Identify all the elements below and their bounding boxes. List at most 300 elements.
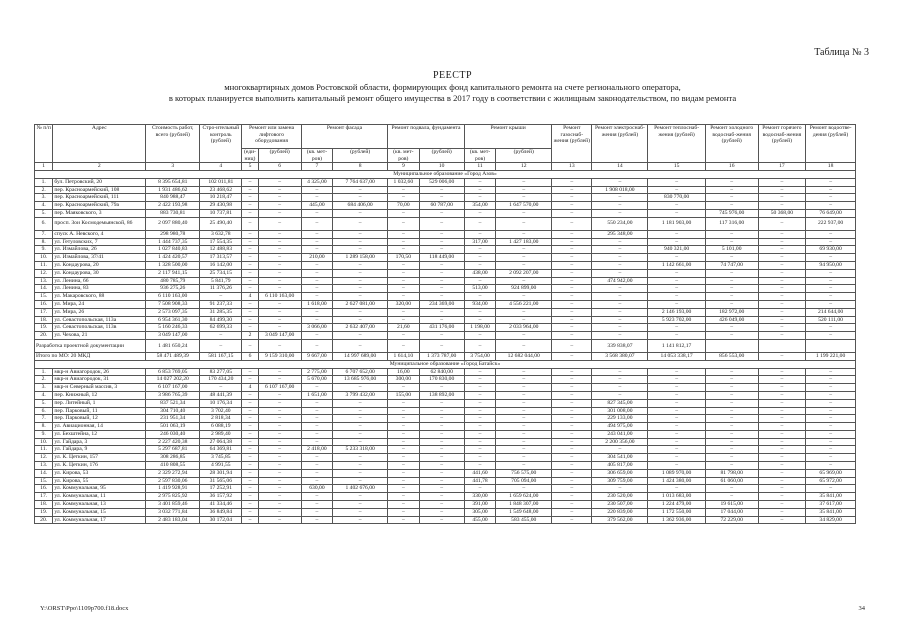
table-row: [35, 246, 856, 254]
table-cell: –: [419, 316, 464, 324]
table-cell: 20.: [35, 516, 53, 524]
table-cell: –: [496, 230, 552, 238]
table-cell: –: [258, 194, 301, 202]
table-cell: –: [758, 186, 806, 194]
table-cell: –: [242, 477, 258, 485]
table-cell: –: [464, 186, 495, 194]
table-cell: 11.: [35, 446, 53, 454]
table-cell: –: [242, 246, 258, 254]
table-cell: –: [333, 430, 388, 438]
table-cell: –: [301, 399, 332, 407]
table-cell: 6 107 167,00: [258, 384, 301, 392]
table-cell: 1 427 183,00: [496, 238, 552, 246]
table-cell: –: [496, 254, 552, 262]
table-cell: –: [758, 230, 806, 238]
table-cell: –: [301, 209, 332, 217]
table-cell: –: [301, 261, 332, 269]
table-cell: ул. Севастопольская, 113а: [53, 316, 146, 324]
table-cell: 37 617,00: [806, 501, 856, 509]
table-cell: [705, 339, 758, 352]
table-cell: –: [242, 316, 258, 324]
table-cell: –: [758, 508, 806, 516]
table-cell: ул. Коммунальная, 17: [53, 516, 146, 524]
table-cell: –: [258, 308, 301, 316]
table-cell: –: [648, 391, 705, 399]
table-cell: –: [258, 407, 301, 415]
table-cell: 72 229,00: [705, 516, 758, 524]
table-cell: пер. Литейный, 1: [53, 399, 146, 407]
table-cell: –: [758, 391, 806, 399]
table-cell: 234 369,00: [419, 300, 464, 308]
table-cell: 1 402 676,00: [333, 485, 388, 493]
table-cell: –: [552, 516, 592, 524]
table-cell: –: [333, 332, 388, 340]
table-cell: –: [705, 407, 758, 415]
table-number: Таблица № 3: [814, 47, 869, 58]
table-cell: –: [242, 324, 258, 332]
table-cell: –: [301, 477, 332, 485]
table-cell: –: [758, 384, 806, 392]
table-cell: 2 627 081,00: [333, 300, 388, 308]
table-cell: –: [758, 415, 806, 423]
table-cell: Разработка проектной документации: [35, 339, 146, 352]
table-cell: 243 041,00: [592, 430, 648, 438]
table-cell: –: [496, 423, 552, 431]
table-cell: –: [333, 508, 388, 516]
table-cell: –: [705, 438, 758, 446]
table-cell: –: [258, 454, 301, 462]
table-cell: 16.: [35, 300, 53, 308]
table-cell: –: [301, 316, 332, 324]
table-cell: –: [552, 399, 592, 407]
table-cell: 3 032 771,84: [146, 508, 200, 516]
table-cell: –: [242, 269, 258, 277]
table-row: [35, 368, 856, 376]
table-cell: 441,78: [464, 477, 495, 485]
table-cell: 30 172,04: [200, 516, 242, 524]
table-cell: 16: [705, 163, 758, 171]
table-cell: –: [333, 285, 388, 293]
table-cell: –: [242, 209, 258, 217]
table-cell: –: [592, 324, 648, 332]
header-facade-group: Ремонт фасада: [301, 125, 387, 149]
table-cell: 1.: [35, 178, 53, 186]
table-cell: 1 908 018,00: [592, 186, 648, 194]
table-cell: –: [258, 230, 301, 238]
table-cell: ул. Мира, 24: [53, 300, 146, 308]
table-cell: 10 737,81: [200, 209, 242, 217]
table-cell: –: [758, 316, 806, 324]
table-row: [35, 384, 856, 392]
table-cell: 2 597 830,06: [146, 477, 200, 485]
table-cell: 4 325,00: [301, 178, 332, 186]
table-cell: –: [242, 415, 258, 423]
table-cell: ул. Коммунальная, 15: [53, 508, 146, 516]
table-cell: 330,00: [464, 493, 495, 501]
table-cell: [758, 339, 806, 352]
table-cell: 9.: [35, 430, 53, 438]
table-cell: –: [258, 469, 301, 477]
table-cell: –: [705, 293, 758, 301]
table-cell: 7.: [35, 415, 53, 423]
table-cell: 2 146 193,00: [648, 308, 705, 316]
table-cell: 14.: [35, 285, 53, 293]
table-cell: –: [388, 261, 419, 269]
table-cell: –: [333, 246, 388, 254]
table-cell: 306 659,00: [592, 469, 648, 477]
table-cell: 19.: [35, 324, 53, 332]
table-cell: –: [258, 246, 301, 254]
table-cell: 1 172 550,00: [648, 508, 705, 516]
table-cell: 309 759,00: [592, 477, 648, 485]
table-cell: 513,00: [464, 285, 495, 293]
table-cell: –: [333, 493, 388, 501]
table-cell: –: [705, 324, 758, 332]
table-cell: –: [592, 246, 648, 254]
table-cell: –: [758, 376, 806, 384]
table-cell: 6: [242, 352, 258, 360]
table-cell: –: [592, 194, 648, 202]
table-cell: –: [552, 202, 592, 210]
table-cell: 11: [464, 163, 495, 171]
table-cell: –: [705, 238, 758, 246]
table-cell: –: [419, 277, 464, 285]
page-number: 34: [858, 605, 865, 612]
table-cell: –: [419, 477, 464, 485]
table-cell: 1 013 683,00: [648, 493, 705, 501]
table-cell: 581 167,15: [200, 352, 242, 360]
table-cell: –: [301, 194, 332, 202]
table-cell: ул. Коммунальная, 95: [53, 485, 146, 493]
table-cell: –: [758, 438, 806, 446]
table-cell: –: [552, 438, 592, 446]
table-cell: –: [806, 269, 856, 277]
table-cell: 19 615,00: [705, 501, 758, 509]
table-cell: –: [258, 391, 301, 399]
table-cell: 17 313,57: [200, 254, 242, 262]
table-cell: –: [388, 469, 419, 477]
table-cell: –: [592, 178, 648, 186]
table-cell: 2 818,34: [200, 415, 242, 423]
table-cell: –: [388, 462, 419, 470]
table-cell: –: [758, 399, 806, 407]
table-cell: –: [552, 368, 592, 376]
table-row: [35, 269, 856, 277]
table-cell: 2: [242, 332, 258, 340]
table-cell: 17.: [35, 308, 53, 316]
table-cell: –: [242, 202, 258, 210]
table-cell: 3 986 765,39: [146, 391, 200, 399]
table-cell: –: [419, 462, 464, 470]
table-cell: 2 329 272,94: [146, 469, 200, 477]
table-cell: –: [552, 269, 592, 277]
table-cell: 3 401 859,46: [146, 501, 200, 509]
table-row: [35, 485, 856, 493]
table-cell: –: [758, 308, 806, 316]
table-cell: –: [464, 217, 495, 230]
table-cell: –: [333, 186, 388, 194]
table-cell: 1 419 928,91: [146, 485, 200, 493]
table-cell: –: [552, 485, 592, 493]
table-cell: –: [242, 238, 258, 246]
table-cell: 7: [301, 163, 332, 171]
table-cell: –: [258, 178, 301, 186]
table-cell: 2 632 407,00: [333, 324, 388, 332]
table-row: [35, 285, 856, 293]
table-cell: –: [806, 230, 856, 238]
table-cell: –: [258, 339, 301, 352]
table-cell: –: [464, 332, 495, 340]
document-titles: [0, 70, 905, 103]
table-cell: –: [806, 368, 856, 376]
table-cell: мкр-н Авиагородок, 26: [53, 368, 146, 376]
table-cell: –: [648, 300, 705, 308]
table-cell: 102 011,81: [200, 178, 242, 186]
table-cell: 222 937,00: [806, 217, 856, 230]
table-cell: –: [552, 324, 592, 332]
table-cell: –: [806, 399, 856, 407]
table-cell: 8 395 654,81: [146, 178, 200, 186]
table-row: [35, 446, 856, 454]
table-cell: –: [648, 209, 705, 217]
table-cell: –: [242, 368, 258, 376]
table-cell: –: [301, 454, 332, 462]
table-cell: –: [496, 339, 552, 352]
table-cell: ул. Коммунальная, 13: [53, 501, 146, 509]
table-cell: 501 063,19: [146, 423, 200, 431]
table-cell: 65 972,00: [806, 477, 856, 485]
table-cell: 118 449,00: [419, 254, 464, 262]
table-cell: 5 297 687,81: [146, 446, 200, 454]
table-cell: 60 787,00: [419, 202, 464, 210]
section-title-row: [35, 360, 856, 368]
section-title: Муниципальное образование «Город Батайск»: [35, 360, 856, 368]
table-cell: –: [758, 446, 806, 454]
table-row: [35, 308, 856, 316]
table-cell: –: [258, 501, 301, 509]
table-cell: –: [388, 446, 419, 454]
table-cell: –: [648, 238, 705, 246]
table-cell: –: [388, 508, 419, 516]
table-cell: –: [496, 277, 552, 285]
table-cell: 34 829,00: [806, 516, 856, 524]
table-cell: 295 348,00: [592, 230, 648, 238]
table-cell: мкр-н Авиагородок, 31: [53, 376, 146, 384]
table-cell: ул. Измайлова, 37/41: [53, 254, 146, 262]
table-cell: 10 218,47: [200, 194, 242, 202]
table-cell: –: [806, 391, 856, 399]
table-row: [35, 277, 856, 285]
header-cold: Ремонт холодного водоснаб-жения (рублей): [705, 125, 758, 163]
table-cell: –: [552, 308, 592, 316]
table-cell: 1 424 420,57: [146, 254, 200, 262]
table-cell: –: [464, 407, 495, 415]
table-cell: –: [388, 246, 419, 254]
table-cell: пер. Красноармейский, 111: [53, 194, 146, 202]
table-cell: –: [806, 376, 856, 384]
table-cell: –: [758, 430, 806, 438]
table-row: [35, 508, 856, 516]
table-cell: –: [301, 501, 332, 509]
table-cell: –: [333, 277, 388, 285]
table-cell: 10 176,34: [200, 399, 242, 407]
table-cell: –: [419, 339, 464, 352]
table-cell: 16,00: [388, 368, 419, 376]
table-cell: –: [552, 277, 592, 285]
table-cell: 210,00: [301, 254, 332, 262]
table-cell: –: [705, 332, 758, 340]
table-cell: 1 931 486,62: [146, 186, 200, 194]
table-cell: –: [758, 202, 806, 210]
table-cell: –: [648, 277, 705, 285]
table-cell: –: [333, 516, 388, 524]
table-row: [35, 501, 856, 509]
table-cell: 14 997 689,00: [333, 352, 388, 360]
table-cell: 1 373 787,00: [419, 352, 464, 360]
table-cell: –: [464, 376, 495, 384]
table-cell: –: [388, 209, 419, 217]
table-cell: –: [496, 316, 552, 324]
table-cell: –: [496, 446, 552, 454]
table-cell: –: [552, 430, 592, 438]
table-cell: –: [705, 454, 758, 462]
table-cell: 70,00: [388, 202, 419, 210]
table-cell: –: [419, 438, 464, 446]
table-cell: –: [758, 423, 806, 431]
table-cell: 214 644,00: [806, 308, 856, 316]
table-row: [35, 186, 856, 194]
table-row: [35, 178, 856, 186]
header-lift-group: Ремонт или замена лифтового оборудования: [242, 125, 301, 149]
table-cell: –: [242, 438, 258, 446]
table-cell: –: [806, 324, 856, 332]
table-cell: –: [552, 316, 592, 324]
table-cell: 924 899,00: [496, 285, 552, 293]
section-title: Муниципальное образование «Город Азов»: [35, 170, 856, 178]
table-cell: –: [705, 399, 758, 407]
table-cell: –: [388, 194, 419, 202]
table-cell: 3 049 147,00: [258, 332, 301, 340]
table-cell: 3.: [35, 384, 53, 392]
table-cell: 1 444 737,35: [146, 238, 200, 246]
table-cell: –: [388, 415, 419, 423]
table-cell: –: [333, 269, 388, 277]
table-cell: 6: [258, 163, 301, 171]
table-cell: –: [758, 293, 806, 301]
table-cell: ул. Мира, 26: [53, 308, 146, 316]
table-cell: 15: [648, 163, 705, 171]
table-cell: 4: [242, 293, 258, 301]
table-row: [35, 454, 856, 462]
table-cell: –: [242, 277, 258, 285]
table-cell: –: [464, 430, 495, 438]
table-cell: 3 745,85: [200, 454, 242, 462]
table-cell: 2.: [35, 376, 53, 384]
table-cell: –: [258, 209, 301, 217]
table-cell: –: [242, 430, 258, 438]
table-cell: 10.: [35, 254, 53, 262]
table-cell: –: [388, 485, 419, 493]
table-cell: 9 159 310,00: [258, 352, 301, 360]
table-cell: –: [496, 368, 552, 376]
table-cell: 445,00: [301, 202, 332, 210]
table-cell: 6 110 163,00: [258, 293, 301, 301]
table-cell: 170 434,20: [200, 376, 242, 384]
table-cell: –: [301, 230, 332, 238]
header-roof-rub: (рублей): [496, 149, 552, 163]
table-cell: 9 667,00: [301, 352, 332, 360]
table-cell: –: [200, 332, 242, 340]
table-cell: –: [648, 269, 705, 277]
table-cell: –: [592, 332, 648, 340]
table-cell: –: [419, 285, 464, 293]
table-cell: –: [301, 415, 332, 423]
table-cell: –: [496, 454, 552, 462]
table-cell: –: [758, 493, 806, 501]
table-cell: 29 430,98: [200, 202, 242, 210]
table-cell: 1 032,60: [388, 178, 419, 186]
table-cell: –: [552, 477, 592, 485]
table-cell: 2 227 420,38: [146, 438, 200, 446]
table-cell: 1 181 903,00: [648, 217, 705, 230]
table-cell: 8: [333, 163, 388, 171]
table-cell: –: [705, 493, 758, 501]
table-cell: –: [258, 438, 301, 446]
table-cell: –: [388, 493, 419, 501]
table-cell: мкр-н Северный массив, 3: [53, 384, 146, 392]
total-row: [35, 352, 856, 360]
table-cell: –: [419, 454, 464, 462]
table-cell: 5 923 702,00: [648, 316, 705, 324]
table-cell: 5 841,79: [200, 277, 242, 285]
table-cell: –: [496, 194, 552, 202]
table-cell: –: [333, 261, 388, 269]
table-cell: –: [333, 462, 388, 470]
table-cell: –: [552, 339, 592, 352]
table-cell: –: [648, 407, 705, 415]
table-cell: –: [464, 293, 495, 301]
table-cell: –: [333, 238, 388, 246]
table-cell: –: [552, 462, 592, 470]
table-cell: –: [388, 308, 419, 316]
table-cell: –: [388, 316, 419, 324]
table-cell: 2 573 097,35: [146, 308, 200, 316]
table-cell: –: [648, 368, 705, 376]
table-cell: 12.: [35, 269, 53, 277]
table-cell: –: [758, 246, 806, 254]
table-cell: –: [648, 324, 705, 332]
table-cell: –: [301, 430, 332, 438]
table-cell: –: [705, 415, 758, 423]
table-cell: –: [258, 277, 301, 285]
table-cell: 426 049,00: [705, 316, 758, 324]
table-cell: 81 798,00: [705, 469, 758, 477]
table-cell: –: [464, 391, 495, 399]
table-row: [35, 376, 856, 384]
table-cell: –: [705, 376, 758, 384]
table-cell: 5.: [35, 399, 53, 407]
table-cell: –: [648, 415, 705, 423]
table-cell: –: [419, 446, 464, 454]
document-title: РЕЕСТР: [432, 70, 473, 81]
table-cell: –: [258, 316, 301, 324]
table-cell: 379 562,00: [592, 516, 648, 524]
table-cell: –: [258, 202, 301, 210]
table-cell: –: [806, 285, 856, 293]
table-cell: –: [301, 269, 332, 277]
table-cell: –: [758, 352, 806, 360]
table-cell: –: [552, 194, 592, 202]
